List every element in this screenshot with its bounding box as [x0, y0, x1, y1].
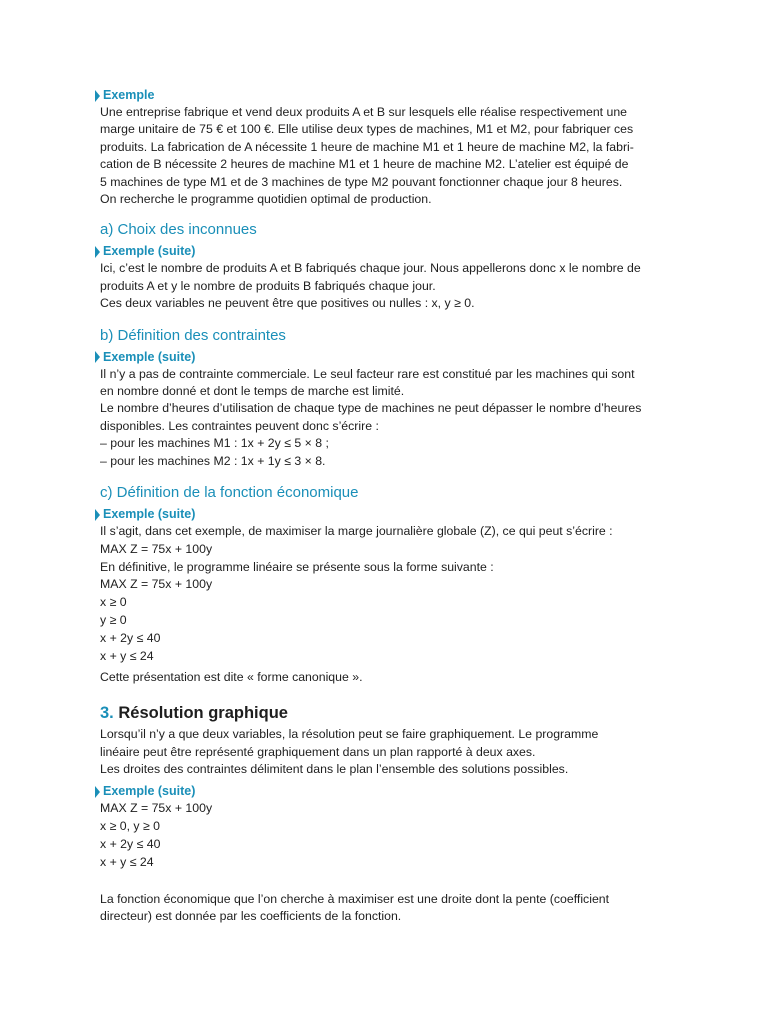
objective-function: MAX Z = 75x + 100y [100, 801, 213, 816]
intro-paragraph [100, 104, 668, 208]
paragraph-line: produits A et y le nombre de produits B fabriqués chaque jour. [100, 278, 436, 293]
example-label: Exemple [95, 87, 668, 104]
intro-line: produits. La fabrication de A nécessite 1 heure de machine M1 et 1 heure de machine M2, la fabri- [100, 139, 634, 154]
objective-function: MAX Z = 75x + 100y [100, 577, 213, 592]
constraint-2: x + y ≤ 24 [100, 854, 154, 869]
triangle-bullet-icon [95, 786, 100, 798]
constraint-m2: – pour les machines M2 : 1x + 1y ≤ 3 × 8. [100, 453, 326, 468]
paragraph-line: Cette présentation est dite « forme canonique ». [100, 670, 363, 685]
intro-line: 5 machines de type M1 et de 3 machines de type M2 pouvant fonctionner chaque jour 8 heures. [100, 174, 623, 189]
example-suite-label: Exemple (suite) [95, 506, 668, 523]
paragraph-line: Le nombre d’heures d’utilisation de chaque type de machines ne peut dépasser le nombre d’heures [100, 401, 642, 416]
heading-choix-inconnues: a) Choix des inconnues [100, 221, 257, 239]
constraint-nonneg: x ≥ 0, y ≥ 0 [100, 819, 160, 834]
constraint-2: x + y ≤ 24 [100, 648, 154, 663]
heading-fonction-economique: c) Définition de la fonction économique [100, 484, 359, 502]
example-suite-label: Exemple (suite) [95, 243, 668, 260]
paragraph-line: disponibles. Les contraintes peuvent donc s’écrire : [100, 418, 379, 433]
constraint-x: x ≥ 0 [100, 595, 127, 610]
heading-resolution-graphique [100, 702, 668, 724]
section-number: 3. [100, 704, 114, 723]
constraint-1: x + 2y ≤ 40 [100, 630, 161, 645]
intro-line: cation de B nécessite 2 heures de machine M1 et 1 heure de machine M2. L’atelier est équipé de [100, 157, 629, 172]
intro-line: marge unitaire de 75 € et 100 €. Elle utilise deux types de machines, M1 et M2, pour fabriquer ces [100, 122, 634, 137]
paragraph-line: en nombre donné et dont le temps de marche est limité. [100, 384, 405, 399]
triangle-bullet-icon [95, 246, 100, 258]
constraint-1: x + 2y ≤ 40 [100, 837, 161, 852]
section-title: Résolution graphique [118, 704, 288, 723]
triangle-bullet-icon [95, 90, 100, 102]
paragraph-line: directeur) est donnée par les coefficients de la fonction. [100, 909, 402, 924]
triangle-bullet-icon [95, 351, 100, 363]
paragraph-line: linéaire peut être représenté graphiquement dans un plan rapporté à deux axes. [100, 744, 536, 759]
paragraph-line: Les droites des contraintes délimitent dans le plan l’ensemble des solutions possibles. [100, 762, 569, 777]
paragraph-line: Ces deux variables ne peuvent être que positives ou nulles : x, y ≥ 0. [100, 296, 475, 311]
paragraph-line: Ici, c’est le nombre de produits A et B fabriqués chaque jour. Nous appellerons donc x le nombre de [100, 261, 641, 276]
paragraph-line: Il n’y a pas de contrainte commerciale. Le seul facteur rare est constitué par les machines qui sont [100, 366, 635, 381]
objective-function: MAX Z = 75x + 100y [100, 541, 213, 556]
document-body [100, 87, 668, 925]
paragraph-line: Lorsqu’il n’y a que deux variables, la résolution peut se faire graphiquement. Le programme [100, 727, 599, 742]
intro-line: On recherche le programme quotidien optimal de production. [100, 192, 432, 207]
paragraph-line: La fonction économique que l’on cherche à maximiser est une droite dont la pente (coefficient [100, 891, 610, 906]
paragraph-line: Il s’agit, dans cet exemple, de maximiser la marge journalière globale (Z), ce qui peut s’écrire : [100, 524, 613, 539]
heading-definition-contraintes: b) Définition des contraintes [100, 326, 286, 344]
triangle-bullet-icon [95, 509, 100, 521]
paragraph-line: En définitive, le programme linéaire se présente sous la forme suivante : [100, 559, 494, 574]
intro-line: Une entreprise fabrique et vend deux produits A et B sur lesquels elle réalise respectivement une [100, 105, 628, 119]
example-suite-label: Exemple (suite) [95, 349, 668, 366]
constraint-m1: – pour les machines M1 : 1x + 2y ≤ 5 × 8 ; [100, 436, 329, 451]
constraint-y: y ≥ 0 [100, 613, 127, 628]
example-suite-label: Exemple (suite) [95, 783, 668, 800]
